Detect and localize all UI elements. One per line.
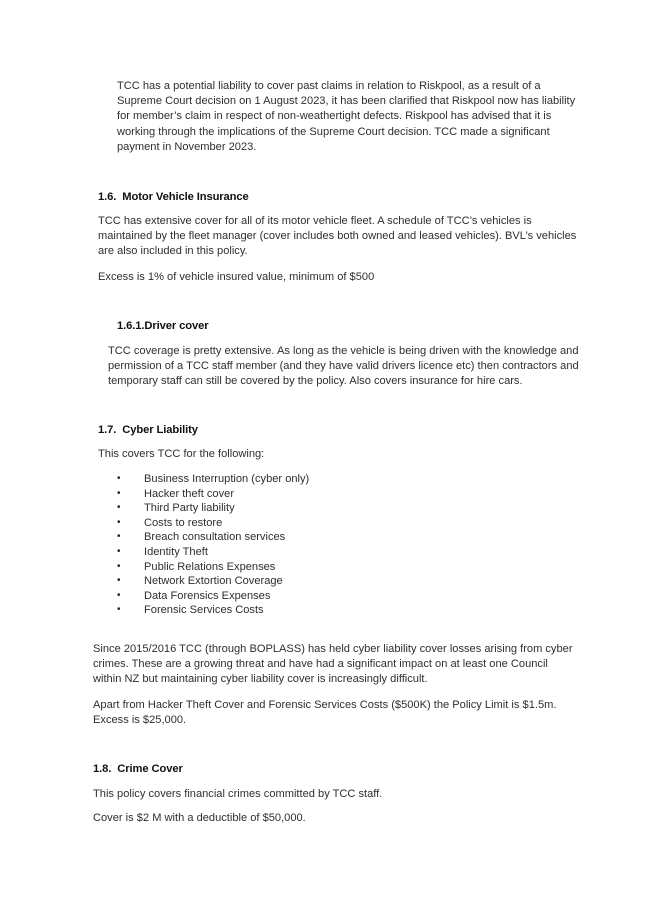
- text-line: maintained by the fleet manager (cover includes both owned and leased vehicles). BVL’s vehicles: [98, 230, 577, 243]
- text-line: temporary staff can still be covered by the policy. Also covers insurance for hire cars.: [108, 375, 523, 388]
- list-item: [117, 516, 309, 531]
- bullet-icon: •: [117, 575, 121, 587]
- section-title: Motor Vehicle Insurance: [122, 191, 249, 203]
- cyber-intro: [98, 447, 264, 462]
- list-item-text: Costs to restore: [144, 516, 223, 529]
- riskpool-paragraph: [117, 79, 575, 155]
- bullet-icon: •: [117, 502, 121, 514]
- list-item: [117, 589, 309, 604]
- section-heading-cyber-liability: [98, 423, 198, 438]
- crime-policy-paragraph: [93, 787, 382, 802]
- text-line: payment in November 2023.: [117, 140, 257, 153]
- list-item: [117, 545, 309, 560]
- subsection-heading-driver-cover: 1.6.1.Driver cover: [117, 320, 209, 332]
- text-line: for member’s claim in respect of non-weathertight defects. Riskpool has advised that it is: [117, 110, 552, 123]
- text-line: TCC has a potential liability to cover past claims in relation to Riskpool, as a result of a: [117, 80, 541, 92]
- text-line: permission of a TCC staff member (and they have valid drivers licence etc) then contractors and: [108, 360, 579, 373]
- text-line: Apart from Hacker Theft Cover and Forensic Services Costs ($500K) the Policy Limit is $1.5m.: [93, 699, 557, 711]
- text-line: TCC has extensive cover for all of its motor vehicle fleet. A schedule of TCC’s vehicles is: [98, 215, 532, 227]
- section-number: 1.7.: [98, 424, 117, 436]
- crime-cover-paragraph: [93, 811, 306, 826]
- list-item: [117, 603, 309, 618]
- list-item-text: Data Forensics Expenses: [144, 589, 271, 602]
- list-item: [117, 487, 309, 502]
- list-item: [117, 501, 309, 516]
- section-number: 1.8.: [93, 763, 112, 775]
- motor-excess: [98, 270, 374, 285]
- text-line: crimes. These are a growing threat and have had a significant impact on at least one Council: [93, 658, 548, 671]
- list-item: [117, 530, 309, 545]
- list-item-text: Public Relations Expenses: [144, 560, 276, 573]
- bullet-icon: •: [117, 589, 121, 601]
- section-title: Cyber Liability: [122, 424, 198, 436]
- bullet-icon: •: [117, 545, 121, 557]
- section-heading-crime-cover: [93, 762, 183, 777]
- text-line: TCC coverage is pretty extensive. As long as the vehicle is being driven with the knowledge and: [108, 345, 579, 357]
- list-item-text: Hacker theft cover: [144, 487, 235, 500]
- list-item: [117, 574, 309, 589]
- list-item-text: Breach consultation services: [144, 531, 286, 544]
- section-heading-motor-vehicle: [98, 190, 249, 205]
- text-line: are also included in this policy.: [98, 245, 248, 258]
- bullet-icon: •: [117, 487, 121, 499]
- text-line: Excess is $25,000.: [93, 714, 187, 727]
- list-item: [117, 560, 309, 575]
- list-item: [117, 472, 309, 487]
- motor-paragraph: [98, 214, 576, 260]
- text-line: Supreme Court decision on 1 August 2023, it has been clarified that Riskpool now has liability: [117, 95, 576, 108]
- cyber-since-paragraph: [93, 642, 573, 688]
- bullet-icon: •: [117, 560, 121, 572]
- section-number: 1.6.: [98, 191, 117, 203]
- bullet-icon: •: [117, 473, 121, 484]
- list-item-text: Third Party liability: [144, 502, 235, 515]
- text-line: within NZ but maintaining cyber liability cover is increasingly difficult.: [93, 673, 428, 686]
- text-line: This policy covers financial crimes committed by TCC staff.: [93, 788, 383, 800]
- text-line: This covers TCC for the following:: [98, 448, 265, 460]
- driver-paragraph: [108, 344, 579, 390]
- bullet-icon: •: [117, 531, 121, 543]
- bullet-icon: •: [117, 604, 121, 616]
- list-item-text: Identity Theft: [144, 545, 208, 558]
- list-item-text: Business Interruption (cyber only): [144, 473, 310, 485]
- bullet-icon: •: [117, 516, 121, 528]
- list-item-text: Network Extortion Coverage: [144, 575, 283, 588]
- list-item-text: Forensic Services Costs: [144, 604, 264, 617]
- text-line: Since 2015/2016 TCC (through BOPLASS) has held cyber liability cover losses arising from cyber: [93, 643, 573, 655]
- cyber-limit-paragraph: [93, 698, 556, 728]
- cyber-coverage-list: [117, 472, 309, 618]
- text-line: working through the implications of the Supreme Court decision. TCC made a significant: [117, 125, 550, 138]
- text-line: Excess is 1% of vehicle insured value, minimum of $500: [98, 271, 375, 283]
- text-line: Cover is $2 M with a deductible of $50,000.: [93, 812, 306, 824]
- section-title: Crime Cover: [117, 763, 183, 775]
